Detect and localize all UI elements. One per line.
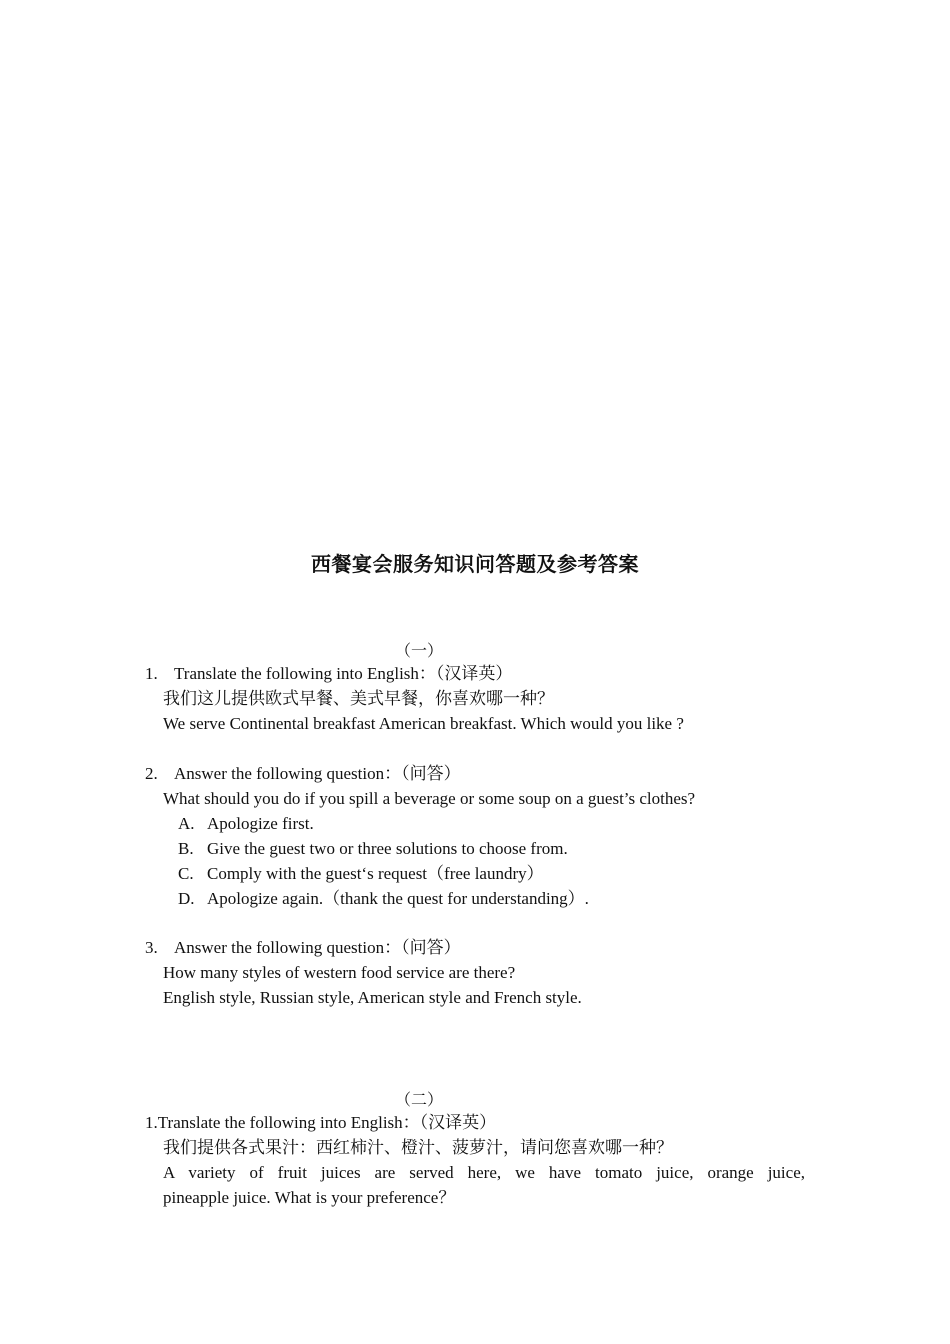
question-1-chinese: 我们这儿提供欧式早餐、美式早餐，你喜欢哪一种？ bbox=[163, 689, 554, 708]
option-b-letter: B. bbox=[178, 839, 194, 858]
section-2-question-1-chinese: 我们提供各式果汁：西红柿汁、橙汁、菠萝汁，请问您喜欢哪一种？ bbox=[163, 1138, 673, 1157]
section-one-label: （一） bbox=[395, 643, 444, 660]
option-a-text: Apologize first. bbox=[207, 814, 314, 833]
option-d-text: Apologize again.（thank the quest for understanding）. bbox=[207, 889, 589, 908]
document-title: 西餐宴会服务知识问答题及参考答案 bbox=[311, 552, 639, 576]
question-3-number: 3. bbox=[145, 938, 158, 957]
section-2-question-1-answer-line-1: A variety of fruit juices are served here, we have tomato juice, orange juice, bbox=[163, 1163, 805, 1182]
option-c-text: Comply with the guest‘s request（free laundry） bbox=[207, 864, 544, 883]
section-2-question-1-prompt: 1.Translate the following into English：（汉译英） bbox=[145, 1113, 497, 1132]
question-2-text: What should you do if you spill a beverage or some soup on a guest’s clothes? bbox=[163, 789, 696, 808]
question-1-number: 1. bbox=[145, 664, 158, 683]
question-3-prompt bbox=[145, 937, 461, 959]
question-2-number: 2. bbox=[145, 764, 158, 783]
option-d bbox=[178, 888, 589, 910]
question-2-prompt-text: Answer the following question：（问答） bbox=[174, 764, 461, 783]
option-c bbox=[178, 863, 544, 885]
question-1-prompt bbox=[145, 663, 512, 685]
option-d-letter: D. bbox=[178, 889, 195, 908]
option-a bbox=[178, 813, 314, 835]
option-c-letter: C. bbox=[178, 864, 194, 883]
question-3-answer: English style, Russian style, American style and French style. bbox=[163, 988, 582, 1007]
option-b bbox=[178, 838, 568, 860]
option-a-letter: A. bbox=[178, 814, 195, 833]
question-1-prompt-text: Translate the following into English：（汉译英） bbox=[174, 664, 513, 683]
question-3-text: How many styles of western food service are there? bbox=[163, 963, 516, 982]
option-b-text: Give the guest two or three solutions to choose from. bbox=[207, 839, 568, 858]
section-two-label: （二） bbox=[395, 1092, 444, 1109]
question-2-prompt bbox=[145, 763, 461, 785]
section-2-question-1-answer-line-2: pineapple juice. What is your preference？ bbox=[163, 1188, 456, 1207]
question-3-prompt-text: Answer the following question：（问答） bbox=[174, 938, 461, 957]
question-1-answer: We serve Continental breakfast American breakfast. Which would you like ? bbox=[163, 714, 684, 733]
